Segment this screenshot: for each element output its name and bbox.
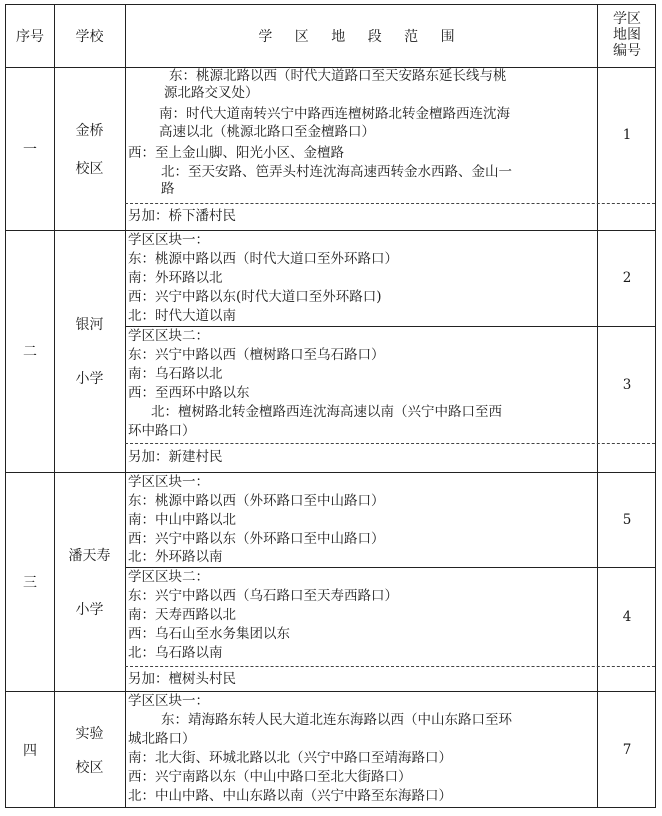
range-text xyxy=(125,472,597,567)
range-line: 西：乌石山至水务集团以东 xyxy=(128,626,290,642)
range-line: 东：兴宁中路以西（乌石路口至天寿西路口） xyxy=(128,588,398,604)
range-line: 北：乌石路以南 xyxy=(128,645,223,661)
range-line: 学区区块一： xyxy=(128,474,209,490)
range-line: 路 xyxy=(161,181,175,197)
school-name-line: 小学 xyxy=(75,371,104,387)
school-name-line: 银河 xyxy=(75,317,104,333)
range-line: 南：乌石路以北 xyxy=(128,366,223,382)
range-line: 学区区块一： xyxy=(128,693,209,709)
range-line: 学区区块二： xyxy=(128,328,209,344)
range-line: 西：兴宁中路以东(时代大道口至外环路口) xyxy=(128,289,382,305)
range-text xyxy=(125,326,597,443)
map-number: 2 xyxy=(622,270,632,286)
range-line: 环中路口） xyxy=(128,423,196,439)
range-text xyxy=(125,230,597,326)
range-text xyxy=(125,691,597,809)
school-name-line: 校区 xyxy=(75,760,104,776)
map-number: 7 xyxy=(622,742,632,758)
range-line: 南：外环路以北 xyxy=(128,270,223,286)
range-line: 高速以北（桃源北路口至金檀路口） xyxy=(159,124,375,140)
header-map-line: 地图 xyxy=(613,27,641,43)
header-map-line: 学区 xyxy=(613,11,641,27)
header-school: 学校 xyxy=(75,29,104,45)
row-seq: 三 xyxy=(23,574,37,591)
range-line: 北：至天安路、笆弄头村连沈海高速西转金水西路、金山一 xyxy=(161,164,512,180)
extra-line: 另加：桥下潘村民 xyxy=(128,208,236,224)
range-line: 东：桃源中路以西（时代大道口至外环路口） xyxy=(128,251,398,267)
school-name-line: 校区 xyxy=(75,160,104,177)
range-line: 南：中山中路以北 xyxy=(128,512,236,528)
range-line: 北：檀树路北转金檀路西连沈海高速以南（兴宁中路口至西 xyxy=(151,404,502,420)
header-map-line: 编号 xyxy=(613,43,641,59)
row-seq: 一 xyxy=(23,141,37,158)
map-number: 4 xyxy=(622,608,632,625)
range-line: 城北路口） xyxy=(128,731,196,747)
range-line: 东：靖海路东转人民大道北连东海路以西（中山东路口至环 xyxy=(161,712,512,728)
row-seq: 二 xyxy=(23,344,37,360)
row-school xyxy=(54,472,125,691)
range-text xyxy=(125,567,597,666)
extra-text xyxy=(125,666,597,691)
map-number: 1 xyxy=(622,127,632,143)
range-line: 北：时代大道以南 xyxy=(128,308,236,324)
header-map xyxy=(597,11,657,67)
range-line: 学区区块一： xyxy=(128,232,209,248)
row-school xyxy=(54,230,125,472)
range-text xyxy=(125,67,597,203)
range-line: 西：至西环中路以东 xyxy=(128,385,250,401)
school-name-line: 潘天寿 xyxy=(68,547,111,564)
school-name-line: 金桥 xyxy=(75,122,104,139)
range-line: 东：兴宁中路以西（檀树路口至乌石路口） xyxy=(128,347,385,363)
range-line: 南：时代大道南转兴宁中路西连檀树路北转金檀路西连沈海 xyxy=(159,106,510,122)
header-range: 学 区 地 段 范 围 xyxy=(258,29,464,45)
range-line: 东：桃源北路以西（时代大道路口至天安路东延长线与桃 xyxy=(169,68,507,84)
map-number: 5 xyxy=(622,511,632,528)
range-line: 北：外环路以南 xyxy=(128,549,223,565)
district-table xyxy=(5,4,656,808)
header-seq: 序号 xyxy=(16,29,44,45)
row-school xyxy=(54,67,125,230)
extra-text xyxy=(125,443,597,472)
school-name-line: 实验 xyxy=(75,726,104,742)
map-number: 3 xyxy=(622,376,632,393)
range-line: 西：至上金山脚、阳光小区、金檀路 xyxy=(128,145,344,161)
row-school xyxy=(54,691,125,809)
extra-line: 另加：檀树头村民 xyxy=(128,671,236,687)
range-line: 北：中山中路、中山东路以南（兴宁中路至东海路口） xyxy=(128,788,452,804)
range-line: 西：兴宁南路以东（中山中路口至北大街路口） xyxy=(128,769,412,785)
row-seq: 四 xyxy=(23,743,37,759)
range-line: 南：天寿西路以北 xyxy=(128,607,236,623)
extra-line: 另加：新建村民 xyxy=(128,449,223,465)
range-line: 源北路交叉处） xyxy=(164,85,259,101)
extra-text xyxy=(125,203,597,230)
range-line: 东：桃源中路以西（外环路口至中山路口） xyxy=(128,493,385,509)
school-name-line: 小学 xyxy=(75,601,104,618)
range-line: 南：北大街、环城北路以北（兴宁中路口至靖海路口） xyxy=(128,750,452,766)
range-line: 西：兴宁中路以东（外环路口至中山路口） xyxy=(128,531,385,547)
range-line: 学区区块二： xyxy=(128,569,209,585)
